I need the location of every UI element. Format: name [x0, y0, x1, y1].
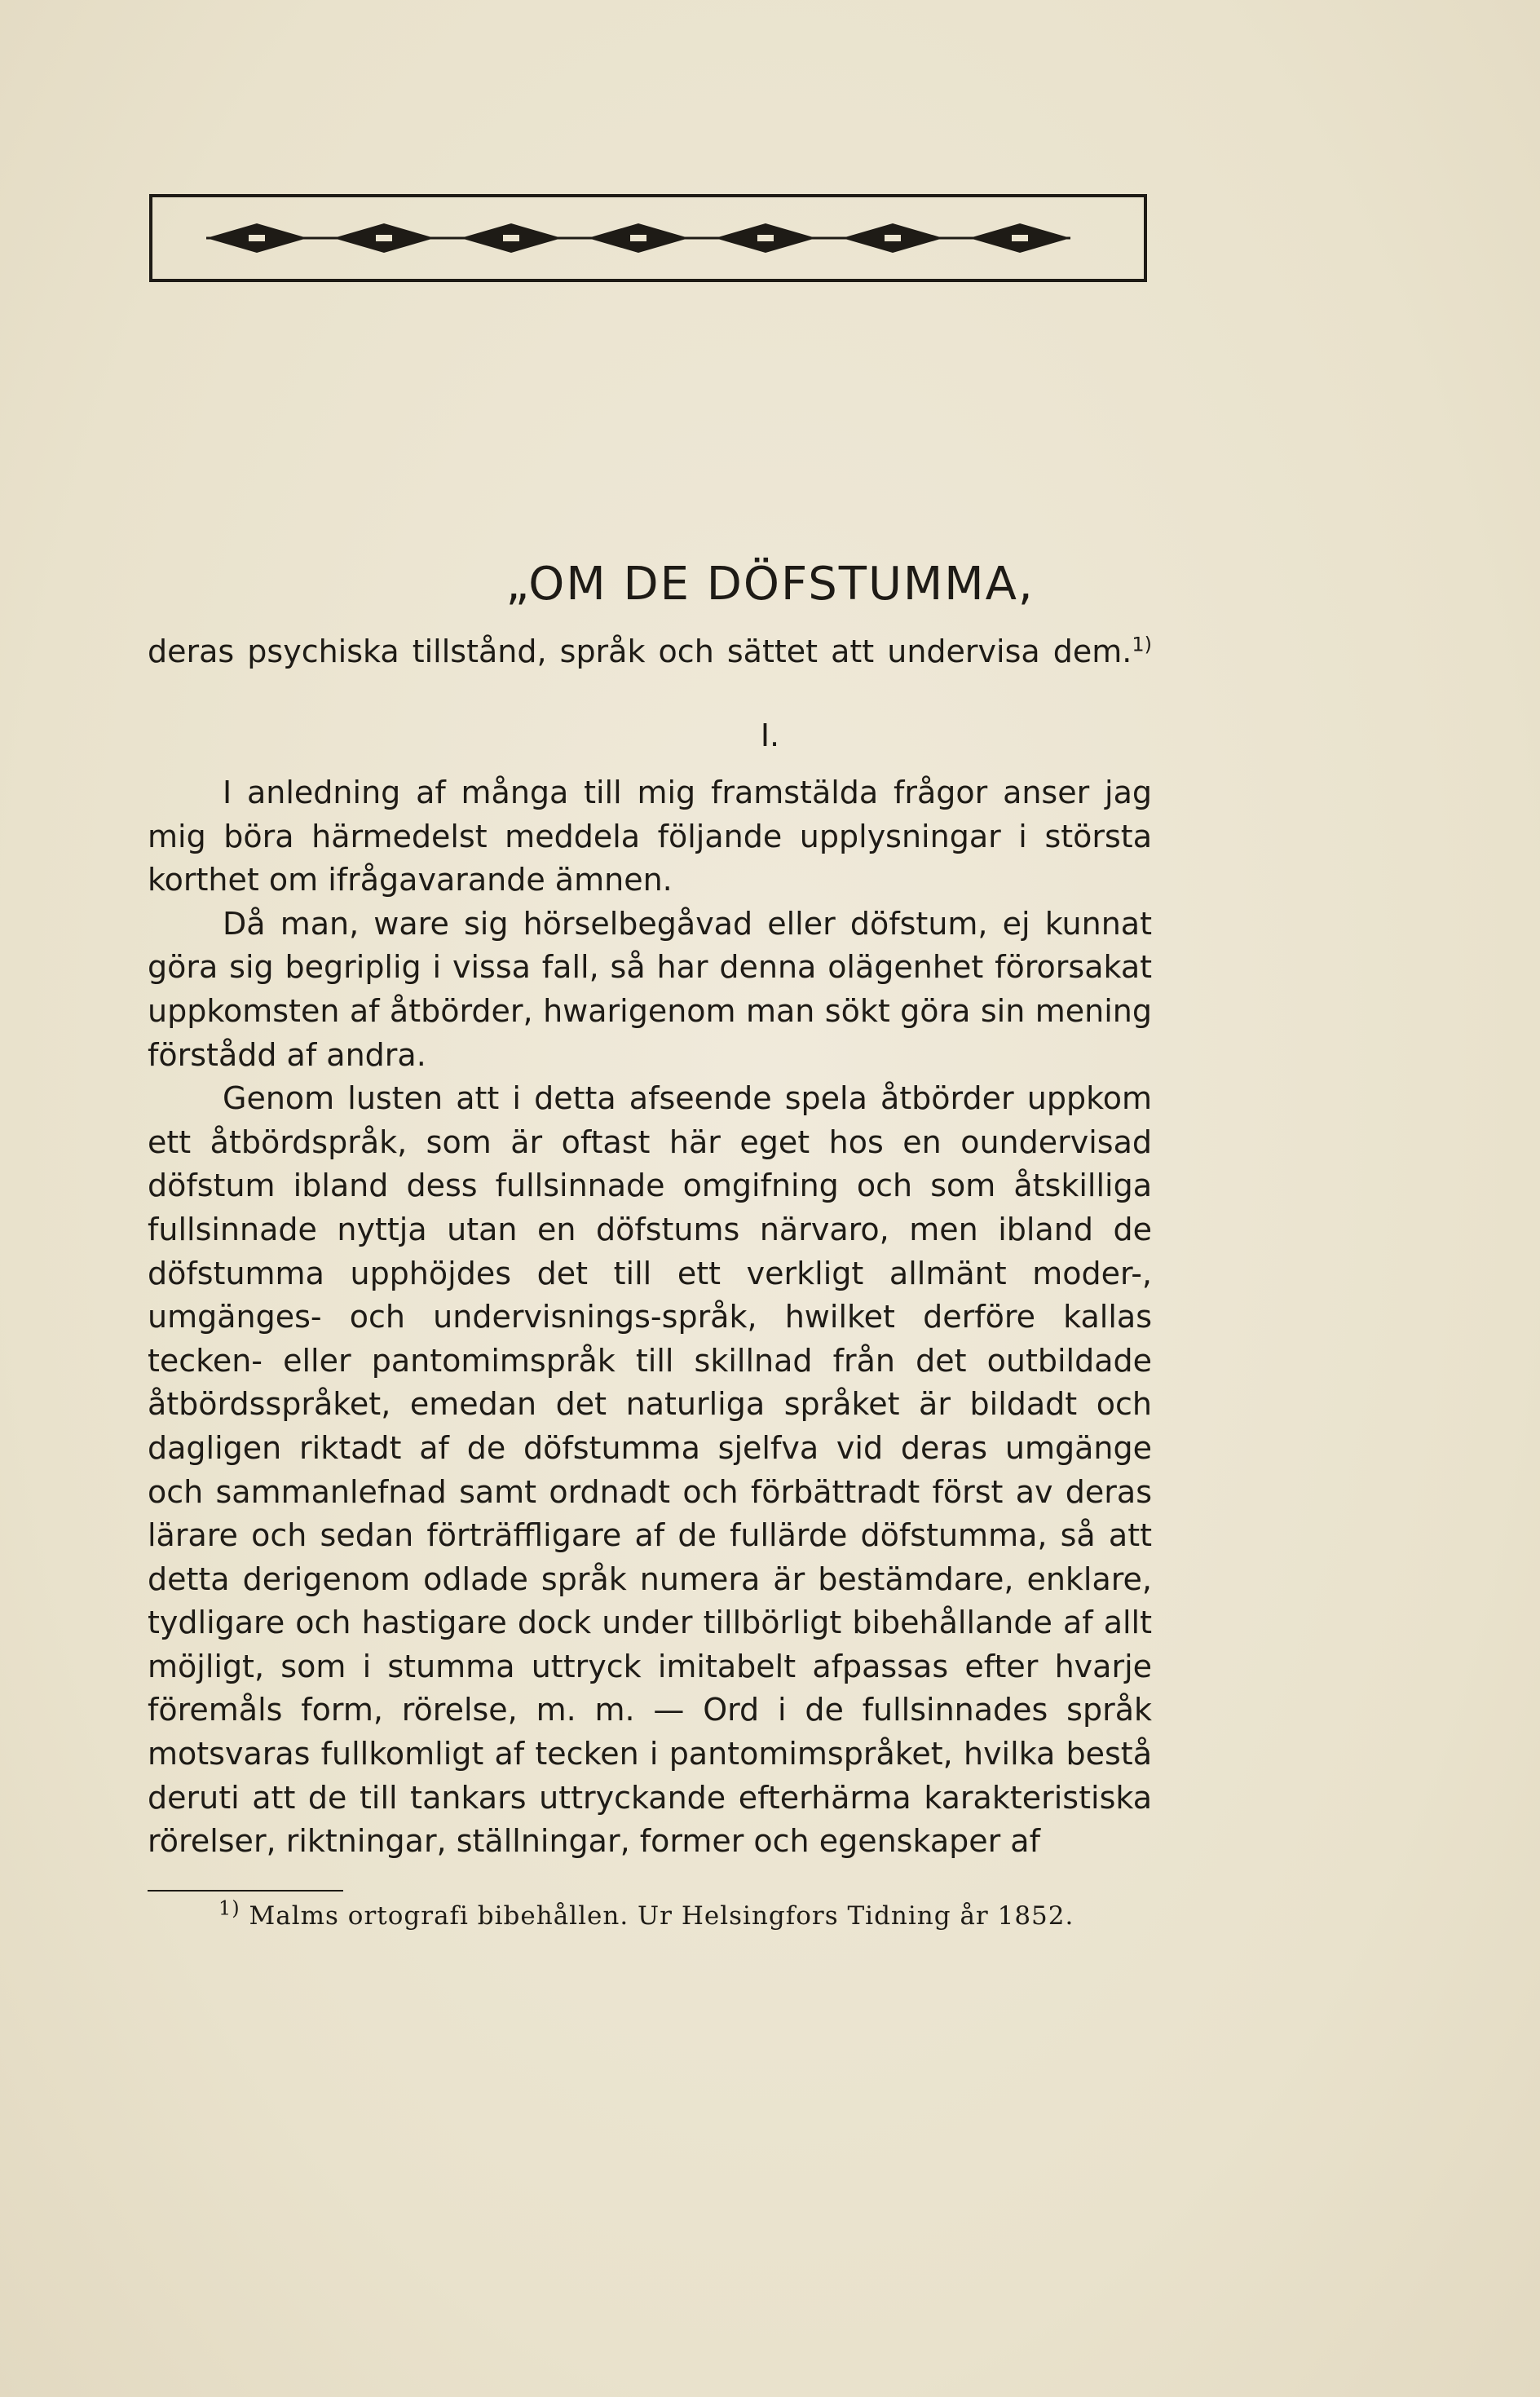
- diamond-ornament-icon: [461, 223, 562, 253]
- paragraph-text: Då man, ware sig hörselbegåvad eller döfstum, ej kunnat göra sig begriplig i vissa fall, så har denna olägenhet förorsakat uppkomsten af åtbörder, hwarigenom man sökt göra sin mening förstådd af andra.: [148, 905, 1152, 1073]
- footnote-mark: 1): [218, 1896, 240, 1920]
- diamond-ornament-icon: [206, 223, 307, 253]
- section-number: I.: [760, 717, 780, 753]
- paragraph: [148, 1077, 1152, 1864]
- diamond-ornament-icon: [842, 223, 943, 253]
- body-text: [148, 771, 1152, 1864]
- diamond-ornament-icon: [588, 223, 689, 253]
- paragraph-text: I anledning af många till mig framstälda frågor anser jag mig böra härmedelst meddela följande upplysningar i största korthet om ifrågavarande ämnen.: [148, 775, 1152, 898]
- footnote-divider: [148, 1890, 343, 1892]
- article-title: „OM DE DÖFSTUMMA,: [505, 558, 1035, 611]
- diamond-ornament-icon: [969, 223, 1070, 253]
- ornamental-header-border: [149, 194, 1147, 282]
- diamond-ornament-icon: [715, 223, 816, 253]
- paragraph-text: Genom lusten att i detta afseende spela åtbörder uppkom ett åtbördspråk, som är oftast här eget hos en oundervisad döfstum ibland dess fullsinnade omgifning och som åtskilliga fullsinnade nyttja utan en döfstums närvaro, men ibland de döfstumma upphöjdes det till ett verkligt allmänt moder-, umgänges- och undervisnings-språk, hwilket derföre kallas tecken- eller pantomimspråk till skillnad från det outbildade åtbördsspråket, emedan det naturliga språket är bildadt och dagligen riktadt af de döfstumma sjelfva vid deras umgänge och sammanlefnad samt ordnadt och förbättradt först av deras lärare och sedan förträffligare af de fullärde döfstumma, så att detta derigenom odlade språk numera är bestämdare, enklare, tydligare och hastigare dock under tillbörligt bibehållande af allt möjligt, som i stumma uttryck imitabelt afpassas efter hvarje föremåls form, rörelse, m. m. — Ord i de fullsinnades språk motsvaras fullkomligt af tecken i pantomimspråket, hvilka bestå deruti att de till tankars uttryckande efterhärma karakteristiska rörelser, riktningar, ställningar, former och egenskaper af: [148, 1080, 1152, 1860]
- footnote-reference: 1): [1132, 633, 1152, 656]
- diamond-ornament-icon: [333, 223, 435, 253]
- article-subtitle: [148, 630, 1152, 674]
- paragraph: [148, 903, 1152, 1077]
- footnote: [218, 1896, 1148, 1936]
- subtitle-text: deras psychiska tillstånd, språk och sättet att undervisa dem.: [148, 633, 1132, 669]
- footnote-text: Malms ortografi bibehållen. Ur Helsingfors Tidning år 1852.: [249, 1901, 1074, 1931]
- paragraph: [148, 771, 1152, 903]
- diamond-ornament-row: [152, 197, 1144, 279]
